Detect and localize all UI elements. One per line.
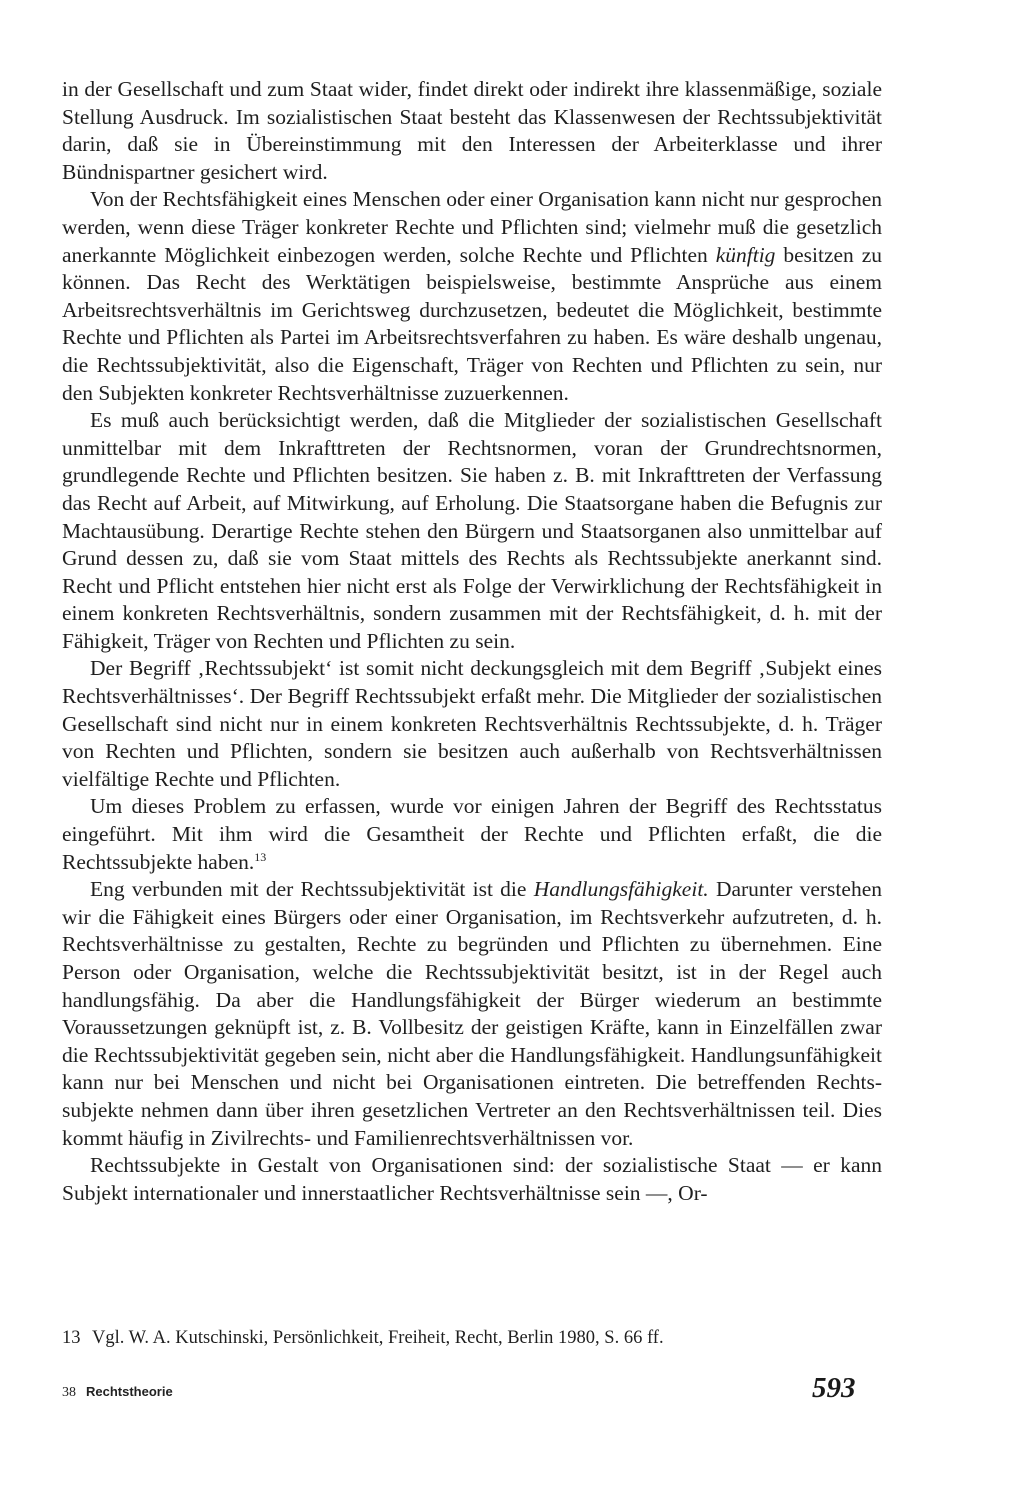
printer-signature [62,1384,173,1401]
paragraph-4 [62,655,882,793]
paragraph-text: Rechtssubjekte in Gestalt von Organisationen sind: der sozialistische Staat — er kann Subjekt internationaler und innerstaatlicher Rechtsverhältnisse sein —, Or- [62,1153,882,1205]
signature-number: 38 [62,1385,76,1400]
signature-title: Rechtstheorie [86,1384,173,1399]
paragraph-text: besitzen zu können. Das Recht des Werktätigen beispielsweise, bestimmte Ansprüche aus einem Arbeitsrechtsverhältnis im Gerichtsweg durchzusetzen, bedeutet die Möglichkeit, bestimmte Rechte und Pflichten als Partei im Arbeitsrechtsverfahren zu haben. Es wäre deshalb ungenau, die Rechtssubjektivität, also die Eigenschaft, Träger von Rechten und Pflichten zu sein, nur den Subjekten konkreter Rechtsverhältnisse zuzuerkennen. [62,242,882,405]
body-text [62,76,882,1207]
emphasis-handlungsfaehigkeit: Handlungsfähigkeit. [533,877,709,902]
paragraph-text: Es muß auch berücksichtigt werden, daß die Mitglieder der sozialistischen Gesellschaft unmittelbar mit dem Inkrafttreten der Rechtsnormen, voran der Grundrechtsnormen, grundlegende Rechte und Pflichten besitzen. Sie haben z. B. mit Inkrafttreten der Verfassung das Recht auf Arbeit, auf Mitwirkung, auf Erholung. Die Staatsorgane haben die Befugnis zur Machtausübung. Derartige Rechte stehen den Bürgern und Staatsorganen also unmittelbar auf Grund dessen zu, daß sie vom Staat mittels des Rechts als Rechtssubjekte anerkannt sind. Recht und Pflicht entstehen hier nicht erst als Folge der Verwirklichung der Rechtsfähigkeit in einem konkreten Rechtsverhältnis, sondern zusammen mit der Rechtsfähigkeit, d. h. mit der Fähigkeit, Träger von Rechten und Pflichten zu sein. [62,408,882,653]
footnote-reference[interactable]: 13 [254,849,267,864]
page-number: 593 [812,1372,856,1404]
paragraph-text: Darunter verstehen wir die Fähigkeit eines Bürgers oder einer Organisation, im Rechtsverkehr aufzutreten, d. h. Rechtsverhältnisse zu gestalten, Rechte zu begründen und Pflichten zu übernehmen. Eine Person oder Organisation, welche die Rechtssubjektivität besitzt, ist in der Regel auch handlungsfähig. Da aber die Handlungsfähigkeit der Bürger wiederum an bestimmte Voraussetzungen geknüpft ist, z. B. Vollbesitz der geistigen Kräfte, kann in Einzelfällen zwar die Rechtssubjektivität gegeben sein, nicht aber die Handlungsfähigkeit. Handlungsunfähigkeit kann nur bei Menschen und nicht bei Organisationen eintreten. Die betreffenden Rechtssubjekte nehmen dann über ihren gesetzlichen Vertreter an den Rechtsverhältnissen teil. Dies kommt häufig in Zivilrechts- und Familienrechtsverhältnissen vor. [62,877,882,1150]
paragraph-7 [62,1152,882,1207]
paragraph-6 [62,876,882,1152]
paragraph-3 [62,407,882,655]
paragraph-5 [62,793,882,876]
paragraph-text: Der Begriff ‚Rechtssubjekt‘ ist somit nicht deckungsgleich mit dem Begriff ‚Subjekt eines Rechtsverhältnisses‘. Der Begriff Rechtssubjekt erfaßt mehr. Die Mitglieder der sozialistischen Gesellschaft sind nicht nur in einem konkreten Rechtsverhältnis Rechtssubjekte, d. h. Träger von Rechten und Pflichten, sondern sie besitzen auch außerhalb von Rechtsverhältnissen vielfältige Rechte und Pflichten. [62,656,882,791]
footnote-number: 13 [62,1328,81,1348]
footnote-text: Vgl. W. A. Kutschinski, Persönlichkeit, Freiheit, Recht, Berlin 1980, S. 66 ff. [92,1328,664,1348]
emphasis-kuenftig: künftig [715,242,776,267]
footnote [62,1326,882,1350]
paragraph-text: Von der Rechtsfähigkeit eines Menschen oder einer Organisation kann nicht nur gesprochen werden, wenn diese Träger konkreter Rechte und Pflichten sind; vielmehr muß die gesetzlich anerkannte Möglichkeit einbezogen werden, solche Rechte und Pflichten [62,187,882,267]
paragraph-1 [62,76,882,186]
paragraph-2 [62,186,882,407]
paragraph-text: Um dieses Problem zu erfassen, wurde vor einigen Jahren der Begriff des Rechtsstatus eingeführt. Mit ihm wird die Gesamtheit der Rechte und Pflichten erfaßt, die die Rechtssubjekte haben. [62,794,882,874]
paragraph-text: in der Gesellschaft und zum Staat wider, findet direkt oder indirekt ihre klassenmäßige, soziale Stellung Ausdruck. Im sozialistischen Staat besteht das Klassenwesen der Rechtssubjektivität darin, daß sie in Übereinstimmung mit den Interessen der Arbeiterklasse und ihrer Bündnispartner gesichert wird. [62,77,882,184]
paragraph-text: Eng verbunden mit der Rechtssubjektivität ist die [90,877,534,902]
